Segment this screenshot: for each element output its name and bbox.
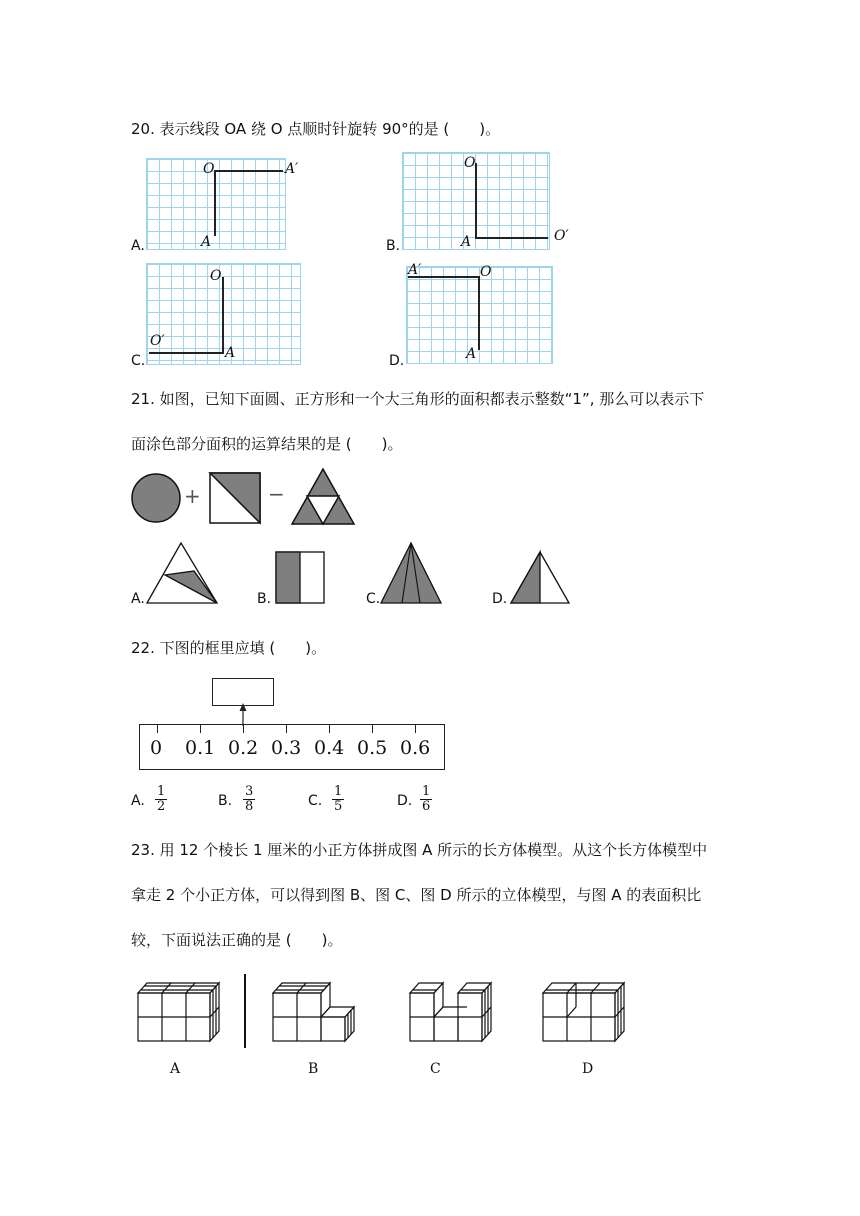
q22-option-b-fraction: [243, 785, 255, 814]
denominator: 2: [157, 799, 166, 814]
q21-option-d-label: D.: [492, 591, 508, 607]
q21-plus-sign: +: [184, 484, 201, 508]
arrow-up-icon: [236, 702, 250, 726]
q20-stem: 20. 表示线段 OA 绕 O 点顺时针旋转 90°的是 ( )。: [131, 120, 501, 138]
q20-b-segment-oa: [475, 163, 477, 239]
q21-option-b-label: B.: [257, 591, 272, 607]
q20-b-point-a: A: [461, 234, 472, 250]
option-c-triangle: [381, 543, 441, 603]
cube-model-b: [273, 983, 354, 1041]
q21-minus-sign: −: [268, 482, 285, 506]
ruler-label: 0.1: [185, 737, 216, 759]
q22-option-b-label: B.: [218, 793, 233, 809]
q20-a-point-a-prime: A′: [285, 161, 299, 177]
numerator: 3: [245, 784, 254, 799]
q20-c-point-o: O: [210, 268, 222, 284]
q20-c-point-a: A: [225, 345, 236, 361]
q20-a-point-o: O: [203, 161, 215, 177]
q22-stem: 22. 下图的框里应填 ( )。: [131, 639, 327, 657]
q20-b-point-o: O: [464, 155, 476, 171]
denominator: 5: [334, 799, 343, 814]
q23-caption-b: B: [308, 1061, 319, 1077]
q20-d-segment-oa: [478, 276, 480, 350]
q20-a-point-a: A: [201, 234, 212, 250]
q22-option-c-label: C.: [308, 793, 323, 809]
q20-c-point-o-prime: O′: [150, 333, 165, 349]
q20-c-segment-oa: [222, 277, 224, 354]
q21-option-a-label: A.: [131, 591, 145, 607]
q20-d-point-a: A: [466, 346, 477, 362]
q22-option-d-fraction: [420, 785, 432, 814]
numerator: 1: [157, 784, 166, 799]
cube-model-d: [543, 983, 624, 1041]
ruler-label: 0.4: [314, 737, 345, 759]
q23-cube-models: [130, 972, 640, 1050]
q20-option-d-label: D.: [389, 353, 405, 369]
denominator: 6: [422, 799, 431, 814]
q21-option-c-label: C.: [366, 591, 381, 607]
q21-stem-line1: 21. 如图，已知下面圆、正方形和一个大三角形的面积都表示整数“1”, 那么可以表示下: [131, 390, 705, 408]
q23-caption-d: D: [582, 1061, 594, 1077]
ruler-label: 0.5: [357, 737, 388, 759]
numerator: 1: [334, 784, 343, 799]
q20-b-point-o-prime: O′: [554, 228, 569, 244]
cube-model-c: [410, 983, 491, 1041]
q23-caption-a: A: [170, 1061, 181, 1077]
q23-stem-line1: 23. 用 12 个棱长 1 厘米的小正方体拼成图 A 所示的长方体模型。从这个长方体模型中: [131, 841, 708, 859]
q22-option-c-fraction: [332, 785, 344, 814]
q22-option-a-fraction: [155, 785, 167, 814]
q20-a-segment-oa-prime: [214, 170, 283, 172]
q23-stem-line2: 拿走 2 个小正方体，可以得到图 B、图 C、图 D 所示的立体模型，与图 A 的表面积比: [131, 886, 702, 904]
ruler-label: 0.3: [271, 737, 302, 759]
q20-b-segment-ao-prime: [475, 237, 548, 239]
ruler-label: 0.2: [228, 737, 259, 759]
q20-d-point-o: O: [480, 264, 492, 280]
q20-option-a-label: A.: [131, 238, 145, 254]
numerator: 1: [422, 784, 431, 799]
q21-stem-line2: 面涂色部分面积的运算结果的是 ( )。: [131, 435, 403, 453]
denominator: 8: [245, 799, 254, 814]
q20-a-segment-oa: [214, 170, 216, 236]
q20-option-c-label: C.: [131, 353, 146, 369]
q23-stem-line3: 较，下面说法正确的是 ( )。: [131, 931, 343, 949]
shaded-circle: [132, 474, 180, 522]
q22-option-a-label: A.: [131, 793, 145, 809]
ruler-label: 0: [150, 737, 163, 759]
q21-option-figures: [145, 540, 575, 606]
q23-caption-c: C: [430, 1061, 441, 1077]
ruler-label: 0.6: [400, 737, 431, 759]
cube-model-a: [138, 983, 219, 1041]
q22-option-d-label: D.: [397, 793, 413, 809]
q20-option-b-label: B.: [386, 238, 401, 254]
q20-d-point-a-prime: A′: [408, 262, 422, 278]
q21-expression-figures: [128, 466, 368, 530]
q20-c-segment-o-prime-a: [149, 352, 224, 354]
